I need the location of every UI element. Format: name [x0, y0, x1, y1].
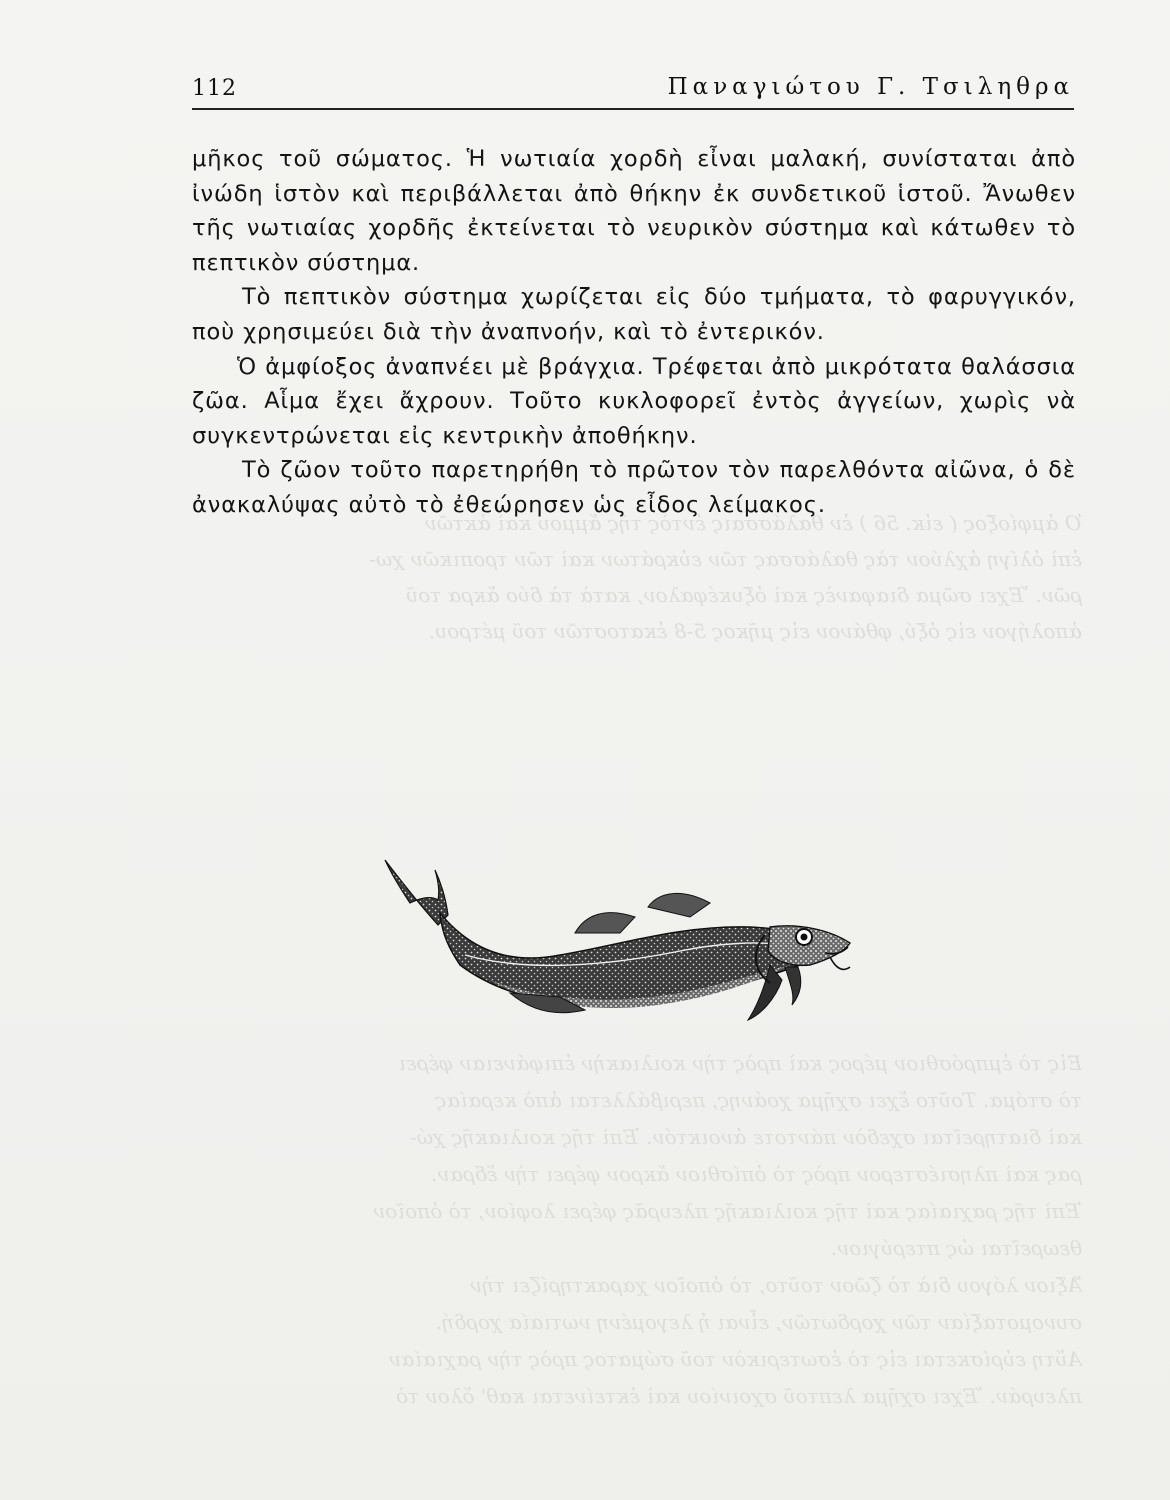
show-through-line: Ἄξιον λόγου διὰ τὸ ζῶον τοῦτο, τὸ ὁποῖον χαρακτηρίζει τὴν [469, 1273, 1082, 1297]
running-head: Παναγιώτου Γ. Τσιληθρα [667, 74, 1074, 100]
body-text [192, 142, 1076, 523]
show-through-line: Ὁ ἀμφίοξος ( εἰκ. 56 ) ἐν θαλάσσαις ἐντὸς τῆς ἄμμου καὶ ἀκτῶν [424, 511, 1082, 535]
fish-barbel [830, 957, 850, 969]
dorsal-fin [575, 913, 635, 933]
show-through-line: ἐπὶ ὁλίγη ἀχλύον τὰς θαλάσσας τῶν εὐκράτων καὶ τῶν τροπικῶν χω- [369, 547, 1082, 571]
show-through-line: καὶ διατηρεῖται σχεδὸν πάντοτε ἀνοικτόν. Ἐπὶ τῆς κοιλιακῆς χώ- [409, 1125, 1082, 1149]
dorsal-fin-front [648, 893, 710, 917]
show-through-line: ἀπολήγον εἰς ὀξύ, φθάνον εἰς μῆκος 5-8 ἑκατοστῶν τοῦ μέτρου. [428, 619, 1082, 643]
show-through-line: ρῶν. Ἔχει σῶμα διαφανὲς καὶ ὀξυκέφαλον, κατὰ τὰ δύο ἄκρα τοῦ [406, 583, 1082, 607]
show-through-line: Αὕτη εὑρίσκεται εἰς τὸ ἐσωτερικὸν τοῦ σώματος πρὸς τὴν ραχιαίαν [388, 1347, 1082, 1371]
paragraph: Τὸ πεπτικὸν σύστημα χωρίζεται εἰς δύο τμήματα, τὸ φαρυγγικόν, ποὺ χρησιμεύει διὰ τὴν ἀναπνοήν, καὶ τὸ ἐντερικόν. [192, 284, 1076, 345]
paragraph: Τὸ ζῶον τοῦτο παρετηρήθη τὸ πρῶτον τὸν παρελθόντα αἰῶνα, ὁ δὲ ἀνακαλύψας αὐτὸ τὸ ἐθεώρησεν ὡς εἶδος λείμακος. [192, 457, 1076, 518]
show-through-line: συνομοταξίαν τῶν χορδωτῶν, εἶναι ἡ λεγομένη νωτιαία χορδή. [435, 1310, 1082, 1334]
header-rule [192, 108, 1074, 110]
page-number: 112 [192, 76, 237, 101]
tail-fin [385, 860, 448, 925]
fish-pupil [801, 934, 808, 941]
pelvic-fin [785, 967, 801, 1005]
paragraph: Ὁ ἀμφίοξος ἀναπνέει μὲ βράγχια. Τρέφεται ἀπὸ μικρότατα θαλάσσια ζῶα. Αἷμα ἔχει ἄχρουν. Τοῦτο κυκλοφορεῖ ἐντὸς ἀγγείων, χωρὶς νὰ συγκεντρώνεται εἰς κεντρικὴν ἀποθήκην. [192, 353, 1076, 449]
show-through-line: θεωρεῖται ὡς πτερύγιον. [830, 1236, 1082, 1260]
page-header [192, 70, 1074, 110]
show-through-line: τὸ στόμα. Τοῦτο ἔχει σχῆμα χοάνης, περιβάλλεται ἀπὸ κεραίας [435, 1088, 1082, 1112]
show-through-text [182, 505, 1082, 649]
show-through-line: ρας καὶ πλησιέστερον πρὸς τὸ ὀπίσθιον ἄκρον φέρει τὴν ἕδραν. [431, 1162, 1082, 1186]
fish-figure [380, 855, 860, 1035]
show-through-line: Ἐπὶ τῆς ραχιαίας καὶ τῆς κοιλιακῆς πλευρᾶς φέρει λοφίον, τὸ ὁποῖον [373, 1199, 1082, 1223]
show-through-line: Εἰς τὸ ἐμπρόσθιον μέρος καὶ πρὸς τὴν κοιλιακὴν ἐπιφάνειαν φέρει [398, 1051, 1082, 1075]
fish-illustration [380, 855, 860, 1035]
show-through-text-lower [182, 1045, 1082, 1415]
paragraph: μῆκος τοῦ σώματος. Ἡ νωτιαία χορδὴ εἶναι μαλακή, συνίσταται ἀπὸ ἰνώδη ἱστὸν καὶ περιβάλλεται ἀπὸ θήκην ἐκ συνδετικοῦ ἱστοῦ. Ἄνωθεν τῆς νωτιαίας χορδῆς ἐκτείνεται τὸ νευρικὸν σύστημα καὶ κάτωθεν τὸ πεπτικὸν σύστημα. [192, 146, 1076, 276]
show-through-line: πλευράν. Ἔχει σχῆμα λεπτοῦ σχοινίου καὶ ἐκτείνεται καθ' ὅλον τὸ [396, 1384, 1082, 1408]
